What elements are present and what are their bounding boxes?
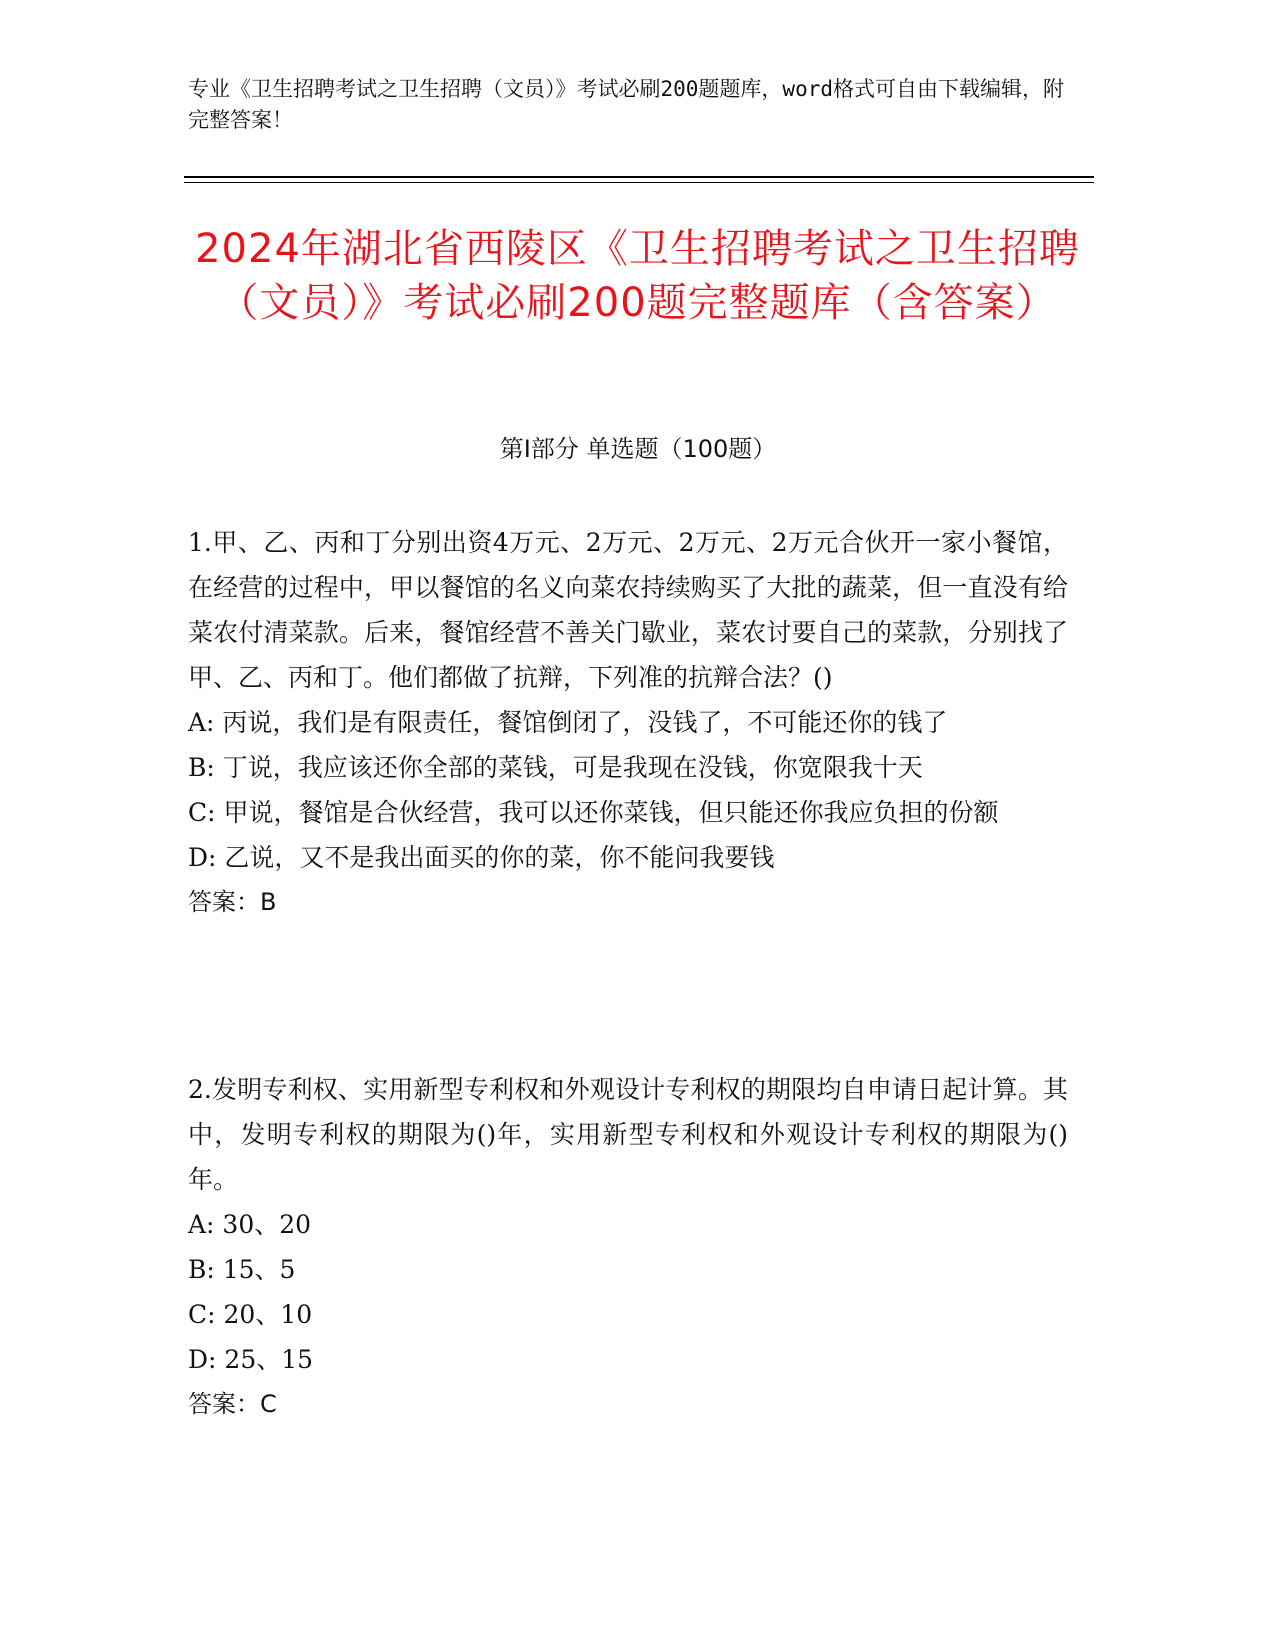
question-stem: 2.发明专利权、实用新型专利权和外观设计专利权的期限均自申请日起计算。其中，发明专利权的期限为()年，实用新型专利权和外观设计专利权的期限为()年。 — [188, 1075, 1068, 1194]
option-b: B: 丁说，我应该还你全部的菜钱，可是我现在没钱，你宽限我十天 — [188, 753, 923, 782]
question-2 — [188, 1067, 1068, 1427]
option-d: D: 乙说，又不是我出面买的你的菜，你不能问我要钱 — [188, 843, 775, 872]
header-divider-thick — [184, 176, 1094, 178]
answer-line: 答案：C — [188, 1390, 277, 1418]
document-title: 2024年湖北省西陵区《卫生招聘考试之卫生招聘（文员）》考试必刷200题完整题库（含答案） — [195, 226, 1080, 326]
option-a: A: 丙说，我们是有限责任，餐馆倒闭了，没钱了，不可能还你的钱了 — [188, 708, 948, 737]
question-stem: 1.甲、乙、丙和丁分别出资4万元、2万元、2万元、2万元合伙开一家小餐馆，在经营的过程中，甲以餐馆的名义向菜农持续购买了大批的蔬菜，但一直没有给菜农付清菜款。后来，餐馆经营不善关门歇业，菜农讨要自己的菜款，分别找了甲、乙、丙和丁。他们都做了抗辩，下列准的抗辩合法？() — [188, 528, 1068, 692]
option-d: D: 25、15 — [188, 1345, 314, 1374]
option-c: C: 甲说，餐馆是合伙经营，我可以还你菜钱，但只能还你我应负担的份额 — [188, 798, 999, 827]
question-1 — [188, 520, 1068, 925]
option-c: C: 20、10 — [188, 1300, 313, 1329]
header-note: 专业《卫生招聘考试之卫生招聘（文员）》考试必刷200题题库，word格式可自由下载编辑，附完整答案！ — [188, 77, 1064, 132]
answer-line: 答案：B — [188, 888, 277, 916]
section-title: 第I部分 单选题（100题） — [499, 435, 777, 463]
option-b: B: 15、5 — [188, 1255, 296, 1284]
header-divider-thin — [184, 182, 1094, 183]
option-a: A: 30、20 — [188, 1210, 312, 1239]
